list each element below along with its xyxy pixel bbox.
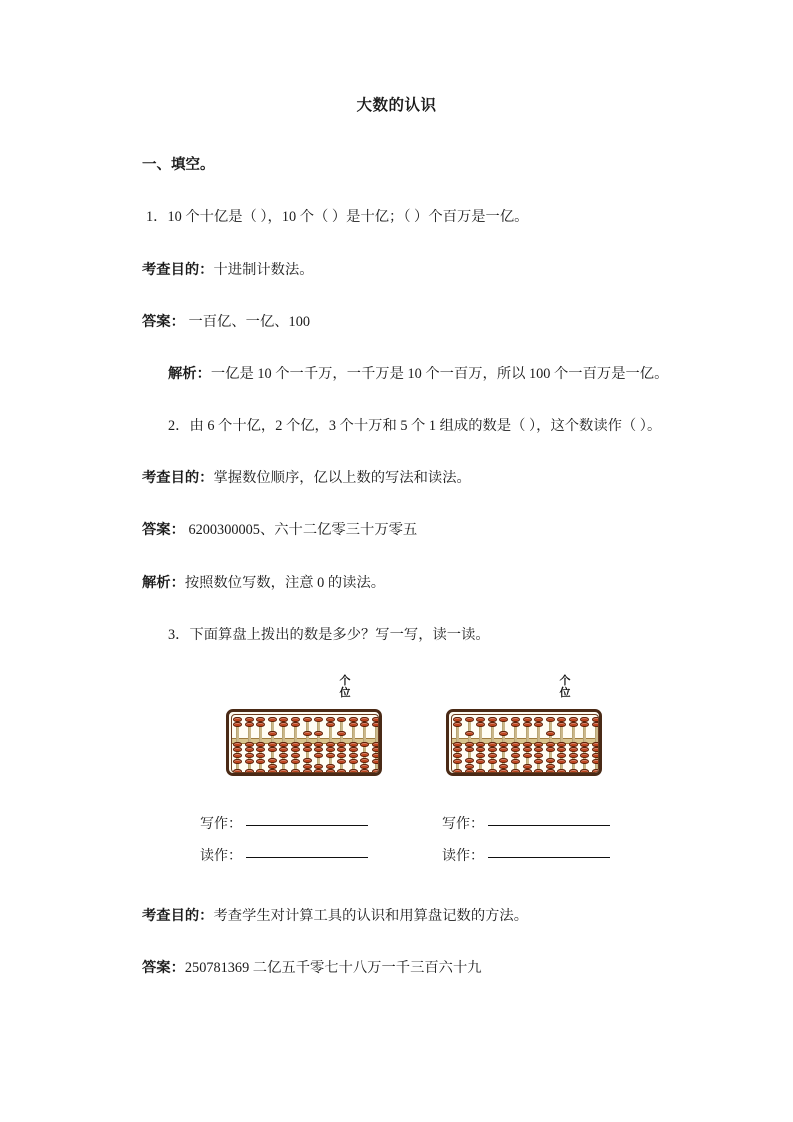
abacus-bead-lower (314, 753, 323, 758)
abacus-bead-lower (488, 769, 497, 773)
abacus-bead-lower (326, 742, 335, 747)
abacus-bead-lower (546, 747, 555, 752)
abacus-bead-upper (465, 717, 474, 722)
abacus-bead-lower (453, 759, 462, 764)
abacus-bead-lower (256, 753, 265, 758)
abacus-bead-lower (349, 747, 358, 752)
abacus-bead-lower (488, 747, 497, 752)
abacus-bead-lower (326, 753, 335, 758)
abacus-bead-lower (569, 753, 578, 758)
abacus-bead-lower (291, 747, 300, 752)
ones-place-label-2 (554, 675, 576, 700)
abacus-bead-upper (546, 717, 555, 722)
abacus-bead-upper (523, 717, 532, 722)
abacus-bead-lower (523, 769, 532, 773)
abacus-bead-upper (268, 717, 277, 722)
abacus-bead-upper (499, 717, 508, 722)
abacus-bead-lower (268, 758, 277, 763)
abacus-bead-lower (546, 742, 555, 747)
analysis-text: 一亿是 10 个一千万，一千万是 10 个一百万，所以 100 个一百万是一亿。 (210, 365, 669, 382)
abacus-bead-lower (499, 742, 508, 747)
abacus-bead-lower (372, 747, 379, 752)
abacus-bead-upper (523, 722, 532, 727)
abacus-bead-lower (592, 747, 599, 752)
section-heading-fill-in-blanks: 一、填空。 (142, 156, 215, 173)
abacus-bead-lower (453, 747, 462, 752)
abacus-bead-lower (557, 742, 566, 747)
abacus-bead-lower (326, 747, 335, 752)
abacus-bead-lower (256, 759, 265, 764)
abacus-bead-lower (488, 759, 497, 764)
abacus-bead-lower (303, 764, 312, 769)
abacus-bead-lower (337, 747, 346, 752)
abacus-bead-upper (303, 717, 312, 722)
abacus-bead-lower (534, 742, 543, 747)
abacus-bead-lower (580, 747, 589, 752)
page-title: 大数的认识 (356, 97, 437, 114)
abacus-bead-lower (465, 747, 474, 752)
read-label: 读作： (200, 848, 242, 864)
abacus-frame-1 (226, 709, 382, 776)
write-row-2 (442, 813, 610, 833)
abacus-bead-lower (488, 753, 497, 758)
abacus-bead-lower (372, 742, 379, 747)
abacus-beads-2 (451, 714, 599, 773)
abacus-bead-upper (488, 722, 497, 727)
question-1-purpose (120, 259, 673, 282)
abacus-bead-upper (349, 717, 358, 722)
abacus-bead-lower (592, 742, 599, 747)
abacus-bead-upper (360, 722, 369, 727)
write-row-1 (200, 813, 368, 833)
abacus-bead-upper (314, 717, 323, 722)
abacus-bead-upper (499, 731, 508, 736)
question-2-prompt: 2．由 6 个十亿，2 个亿，3 个十万和 5 个 1 组成的数是（ ），这个数读作（ ）。 (168, 418, 662, 435)
abacus-bead-lower (372, 753, 379, 758)
abacus-bead-lower (592, 753, 599, 758)
abacus-bead-lower (360, 764, 369, 769)
abacus-bead-lower (245, 753, 254, 758)
write-label: 写作： (200, 816, 242, 832)
read-row-1 (200, 845, 368, 865)
abacus-bead-lower (279, 742, 288, 747)
question-2-analysis (120, 572, 673, 595)
abacus-bead-lower (268, 742, 277, 747)
abacus-bead-lower (511, 759, 520, 764)
abacus-bead-lower (546, 769, 555, 773)
abacus-bead-lower (326, 764, 335, 769)
abacus-bead-lower (245, 747, 254, 752)
abacus-bead-lower (372, 769, 379, 773)
abacus-bead-lower (534, 753, 543, 758)
abacus-bead-lower (465, 758, 474, 763)
abacus-bead-lower (580, 769, 589, 773)
abacus-bead-lower (476, 759, 485, 764)
abacus-bead-lower (303, 758, 312, 763)
abacus-bead-lower (233, 747, 242, 752)
abacus-figure (120, 675, 673, 807)
document-content (120, 95, 673, 1009)
abacus-bead-lower (511, 747, 520, 752)
answer-text: 6200300005、六十二亿零三十万零五 (184, 522, 418, 539)
abacus-bead-upper (326, 717, 335, 722)
abacus-bead-lower (580, 742, 589, 747)
abacus-bead-lower (256, 769, 265, 773)
abacus-bead-lower (476, 753, 485, 758)
abacus-bead-lower (465, 742, 474, 747)
abacus-bead-lower (303, 769, 312, 773)
abacus-bead-lower (245, 742, 254, 747)
analysis-label: 解析： (142, 574, 185, 591)
abacus-bead-lower (303, 742, 312, 747)
ones-place-label-char-2: 位 (339, 687, 351, 700)
abacus-bead-upper (349, 722, 358, 727)
purpose-text: 掌握数位顺序，亿以上数的写法和读法。 (213, 470, 471, 487)
abacus-bead-lower (360, 758, 369, 763)
abacus-bead-lower (291, 742, 300, 747)
abacus-bead-lower (245, 759, 254, 764)
question-2-purpose (120, 467, 673, 490)
purpose-text: 考查学生对计算工具的认识和用算盘记数的方法。 (213, 907, 529, 924)
abacus-bead-upper (256, 722, 265, 727)
abacus-bead-lower (546, 764, 555, 769)
abacus-bead-lower (499, 764, 508, 769)
abacus-bead-lower (279, 769, 288, 773)
answer-text: 250781369 二亿五千零七十八万一千三百六十九 (184, 960, 482, 976)
ones-place-label-char-1: 个 (339, 674, 351, 687)
answer-text: 一百亿、一亿、100 (184, 313, 310, 330)
ones-place-label-char-1: 个 (559, 674, 571, 687)
abacus-bead-lower (465, 764, 474, 769)
abacus-bead-upper (337, 731, 346, 736)
read-label: 读作： (442, 848, 484, 864)
abacus-bead-upper (476, 717, 485, 722)
answer-label: 答案： (142, 522, 185, 539)
purpose-label: 考查目的： (142, 261, 214, 278)
read-blank-line-2[interactable] (488, 856, 610, 858)
abacus-bead-lower (303, 747, 312, 752)
write-blank-line-1[interactable] (246, 824, 368, 826)
abacus-bead-lower (476, 747, 485, 752)
abacus-bead-lower (465, 769, 474, 773)
abacus-bead-upper (279, 722, 288, 727)
abacus-bead-upper (233, 722, 242, 727)
abacus-bead-lower (499, 769, 508, 773)
abacus-bead-lower (268, 747, 277, 752)
read-blank-line-1[interactable] (246, 856, 368, 858)
abacus-bead-lower (569, 747, 578, 752)
abacus-bead-lower (453, 769, 462, 773)
abacus-bead-upper (256, 717, 265, 722)
abacus-bead-lower (360, 769, 369, 773)
abacus-bead-lower (569, 742, 578, 747)
abacus-bead-lower (534, 769, 543, 773)
abacus-bead-lower (534, 747, 543, 752)
abacus-bead-lower (349, 759, 358, 764)
answer-blanks (120, 813, 673, 875)
abacus-bead-upper (291, 717, 300, 722)
abacus-bead-upper (546, 731, 555, 736)
abacus-bead-upper (279, 717, 288, 722)
ones-place-label-1 (334, 675, 356, 700)
abacus-bead-upper (372, 722, 379, 727)
abacus-beads-1 (231, 714, 379, 773)
abacus-bead-lower (523, 753, 532, 758)
abacus-bead-lower (233, 759, 242, 764)
question-1-analysis (120, 363, 673, 386)
abacus-bead-upper (534, 722, 543, 727)
abacus-bead-upper (592, 722, 599, 727)
abacus-bead-lower (557, 753, 566, 758)
answer-blanks-column-2 (442, 813, 610, 877)
abacus-bead-upper (268, 731, 277, 736)
question-3-purpose (120, 905, 673, 928)
question-2-answer (120, 519, 673, 542)
abacus-bead-lower (314, 742, 323, 747)
abacus-bead-lower (268, 769, 277, 773)
purpose-label: 考查目的： (142, 470, 214, 487)
abacus-bead-upper (326, 722, 335, 727)
abacus-bead-lower (534, 759, 543, 764)
abacus-bead-upper (314, 731, 323, 736)
answer-blanks-column-1 (200, 813, 368, 877)
write-label: 写作： (442, 816, 484, 832)
abacus-bead-upper (291, 722, 300, 727)
ones-place-label-char-2: 位 (559, 687, 571, 700)
abacus-bead-lower (523, 747, 532, 752)
abacus-bead-lower (511, 769, 520, 773)
abacus-bead-lower (360, 742, 369, 747)
abacus-bead-lower (511, 753, 520, 758)
abacus-bead-lower (488, 742, 497, 747)
abacus-bead-lower (279, 753, 288, 758)
abacus-bead-lower (557, 759, 566, 764)
abacus-bead-upper (453, 717, 462, 722)
abacus-bead-lower (569, 769, 578, 773)
abacus-bead-upper (592, 717, 599, 722)
abacus-bead-lower (499, 758, 508, 763)
abacus-bead-lower (580, 753, 589, 758)
abacus-bead-lower (233, 742, 242, 747)
abacus-bead-upper (580, 717, 589, 722)
abacus-bead-upper (534, 717, 543, 722)
question-3-prompt: 3．下面算盘上拨出的数是多少？写一写，读一读。 (168, 626, 490, 643)
abacus-bead-lower (349, 753, 358, 758)
abacus-bead-lower (546, 758, 555, 763)
answer-label: 答案： (142, 313, 185, 330)
abacus-bead-lower (476, 742, 485, 747)
abacus-bead-lower (291, 769, 300, 773)
abacus-bead-lower (256, 742, 265, 747)
abacus-bead-lower (453, 742, 462, 747)
abacus-bead-upper (337, 717, 346, 722)
abacus-bead-lower (256, 747, 265, 752)
question-1-answer (120, 311, 673, 334)
abacus-bead-lower (592, 769, 599, 773)
abacus-bead-lower (557, 769, 566, 773)
purpose-text: 十进制计数法。 (213, 261, 314, 278)
abacus-bead-lower (580, 759, 589, 764)
abacus-bead-lower (523, 742, 532, 747)
abacus-bead-lower (291, 759, 300, 764)
analysis-text: 按照数位写数，注意 0 的读法。 (184, 574, 386, 591)
abacus-bead-upper (303, 731, 312, 736)
abacus-bead-lower (592, 759, 599, 764)
abacus-bead-lower (291, 753, 300, 758)
abacus-bead-upper (245, 722, 254, 727)
read-row-2 (442, 845, 610, 865)
abacus-bead-upper (360, 717, 369, 722)
abacus-bead-lower (337, 759, 346, 764)
abacus-bead-lower (279, 747, 288, 752)
abacus-bead-upper (511, 722, 520, 727)
abacus-bead-lower (511, 742, 520, 747)
abacus-bead-upper (511, 717, 520, 722)
question-3-answer (120, 957, 673, 980)
abacus-bead-upper (476, 722, 485, 727)
abacus-bead-upper (465, 731, 474, 736)
abacus-bead-upper (580, 722, 589, 727)
abacus-bead-lower (233, 769, 242, 773)
purpose-label: 考查目的： (142, 907, 214, 924)
abacus-frame-2 (446, 709, 602, 776)
abacus-bead-lower (337, 742, 346, 747)
abacus-bead-lower (453, 753, 462, 758)
abacus-bead-upper (569, 722, 578, 727)
abacus-bead-lower (557, 747, 566, 752)
abacus-bead-lower (314, 764, 323, 769)
abacus-bead-lower (337, 769, 346, 773)
answer-label: 答案： (142, 960, 185, 976)
abacus-bead-upper (557, 722, 566, 727)
abacus-bead-lower (314, 747, 323, 752)
abacus-bead-lower (245, 769, 254, 773)
analysis-label: 解析： (168, 365, 211, 382)
abacus-bead-upper (372, 717, 379, 722)
abacus-bead-lower (314, 769, 323, 773)
abacus-bead-lower (360, 752, 369, 757)
abacus-bead-lower (268, 764, 277, 769)
abacus-bead-lower (279, 759, 288, 764)
write-blank-line-2[interactable] (488, 824, 610, 826)
abacus-bead-lower (372, 759, 379, 764)
abacus-bead-upper (453, 722, 462, 727)
abacus-bead-lower (349, 769, 358, 773)
abacus-bead-upper (488, 717, 497, 722)
abacus-bead-lower (337, 753, 346, 758)
question-1-prompt: 1．10 个十亿是（ ），10 个（ ）是十亿；（ ）个百万是一亿。 (146, 209, 529, 226)
abacus-bead-lower (476, 769, 485, 773)
abacus-bead-lower (326, 769, 335, 773)
abacus-bead-lower (349, 742, 358, 747)
abacus-bead-lower (499, 747, 508, 752)
abacus-bead-upper (233, 717, 242, 722)
abacus-bead-lower (569, 759, 578, 764)
abacus-bead-upper (557, 717, 566, 722)
abacus-bead-lower (523, 764, 532, 769)
abacus-bead-upper (245, 717, 254, 722)
abacus-bead-upper (569, 717, 578, 722)
abacus-bead-lower (233, 753, 242, 758)
